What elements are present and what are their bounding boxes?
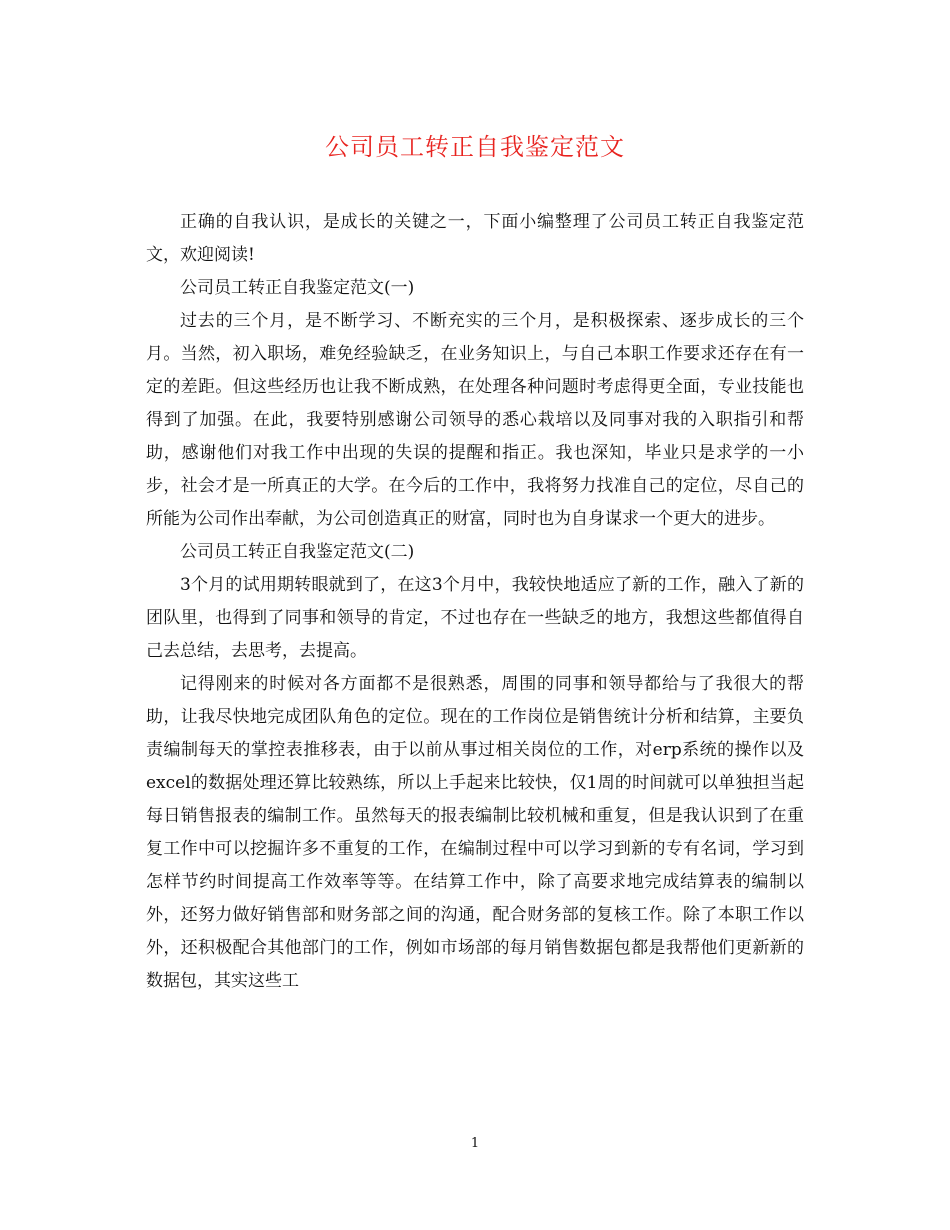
section-two-paragraph-two: 记得刚来的时候对各方面都不是很熟悉，周围的同事和领导都给与了我很大的帮助，让我尽快地完成团队角色的定位。现在的工作岗位是销售统计分析和结算，主要负责编制每天的掌控表推移表，由于以前从事过相关岗位的工作，对erp系统的操作以及excel的数据处理还算比较熟练，所以上手起来比较快，仅1周的时间就可以单独担当起每日销售报表的编制工作。虽然每天的报表编制比较机械和重复，但是我认识到了在重复工作中可以挖掘许多不重复的工作，在编制过程中可以学习到新的专有名词，学习到怎样节约时间提高工作效率等等。在结算工作中，除了高要求地完成结算表的编制以外，还努力做好销售部和财务部之间的沟通，配合财务部的复核工作。除了本职工作以外，还积极配合其他部门的工作，例如市场部的每月销售数据包都是我帮他们更新新的数据包，其实这些工: [146, 674, 804, 991]
section-one-paragraph: 过去的三个月，是不断学习、不断充实的三个月，是积极探索、逐步成长的三个月。当然，初入职场，难免经验缺乏，在业务知识上，与自己本职工作要求还存在有一定的差距。但这些经历也让我不断成熟，在处理各种问题时考虑得更全面，专业技能也得到了加强。在此，我要特别感谢公司领导的悉心栽培以及同事对我的入职指引和帮助，感谢他们对我工作中出现的失误的提醒和指正。我也深知，毕业只是求学的一小步，社会才是一所真正的大学。在今后的工作中，我将努力找准自己的定位，尽自己的所能为公司作出奉献，为公司创造真正的财富，同时也为自身谋求一个更大的进步。: [146, 311, 804, 529]
document-body: [146, 206, 804, 998]
section-two-paragraph-one: 3个月的试用期转眼就到了，在这3个月中，我较快地适应了新的工作，融入了新的团队里，也得到了同事和领导的肯定，不过也存在一些缺乏的地方，我想这些都值得自己去总结，去思考，去提高。: [146, 575, 804, 661]
section-heading-two: 公司员工转正自我鉴定范文(二): [180, 542, 415, 562]
intro-paragraph: 正确的自我认识，是成长的关键之一，下面小编整理了公司员工转正自我鉴定范文，欢迎阅读!: [146, 212, 804, 265]
section-heading-one: 公司员工转正自我鉴定范文(一): [180, 278, 415, 298]
page-number: 1: [470, 1136, 480, 1151]
document-title: 公司员工转正自我鉴定范文: [325, 133, 625, 161]
